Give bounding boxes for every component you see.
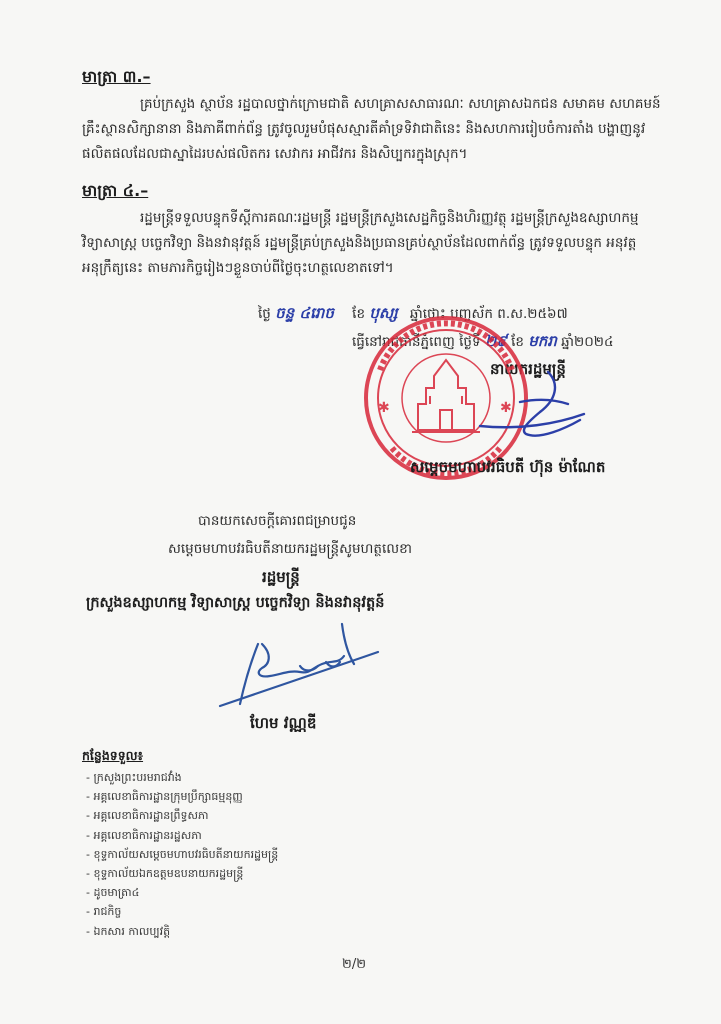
list-item: - រាជកិច្ច (86, 905, 122, 919)
list-item: - អគ្គលេខាធិការដ្ឋានរដ្ឋសភា (86, 828, 202, 842)
svg-text:✱: ✱ (378, 400, 390, 416)
day-number: ២៩ (484, 332, 507, 350)
article-4-heading: មាត្រា ៤.– (82, 181, 149, 200)
list-item: - ខុទ្ទកាល័យឯកឧត្តមឧបនាយករដ្ឋមន្ត្រី (86, 867, 244, 881)
countersign-line-2: សម្តេចមហាបវរធិបតីនាយករដ្ឋមន្ត្រីសូមហត្ថលេខា (168, 541, 412, 557)
article-3-body: គ្រប់ក្រសួង ស្ថាប័ន រដ្ឋបាលថ្នាក់ក្រោមជាតិ សហគ្រាសសាធារណៈ សហគ្រាសឯកជន សមាគម សហគមន៍ គ្រឹះស្ថានសិក្សានានា និងភាគីពាក់ព័ន្ធ ត្រូវចូលរួមបំផុសស្មារតីគាំទ្រទិវាជាតិនេះ និងសហការរៀបចំការតាំង បង្ហាញនូវផលិតផលដែលជាស្នាដៃរបស់ផលិតករ សេវាករ អាជីវករ និងសិប្បករក្នុងស្រុក។ (82, 96, 661, 162)
day-label: ថ្ងៃ (258, 306, 271, 322)
lunar-month: បុស្ស (369, 304, 398, 322)
countersign-line-1: បានយកសេចក្តីគោរពជម្រាបជូន (198, 513, 357, 529)
list-item: - អគ្គលេខាធិការដ្ឋានព្រឹទ្ធសភា (86, 809, 209, 823)
article-4-body: រដ្ឋមន្ត្រីទទួលបន្ទុកទីស្ដីការគណៈរដ្ឋមន្ត្រី រដ្ឋមន្ត្រីក្រសួងសេដ្ឋកិច្ចនិងហិរញ្ញវត្ថុ រដ្ឋមន្ត្រីក្រសួងឧស្សាហកម្ម វិទ្យាសាស្ត្រ បច្ចេកវិទ្យា និងនវានុវត្តន៍ រដ្ឋមន្ត្រីគ្រប់ក្រសួងនិងប្រធានគ្រប់ស្ថាប័នដែលពាក់ព័ន្ធ ត្រូវទទួលបន្ទុក អនុវត្តអនុក្រឹត្យនេះ តាមភារកិច្ចរៀងៗខ្លួនចាប់ពីថ្ងៃចុះហត្ថលេខាតទៅ។ (82, 210, 639, 276)
lunar-day: ចន្ទ ៤រោច (275, 304, 334, 322)
month-name: មករា (528, 332, 557, 350)
list-item: - អគ្គលេខាធិការដ្ឋានក្រុមប្រឹក្សាធម្មនុញ្ញ (86, 790, 243, 804)
place-prefix: ធ្វើនៅរាជធានីភ្នំពេញ ថ្ងៃទី (352, 334, 481, 350)
ministry-name: ក្រសួងឧស្សាហកម្ម វិទ្យាសាស្ត្រ បច្ចេកវិទ្យា និងនវានុវត្តន៍ (86, 595, 385, 611)
minister-title: រដ្ឋមន្ត្រី (262, 568, 300, 586)
list-item: - ក្រសួងព្រះបរមរាជវាំង (86, 771, 182, 784)
lunar-year: ឆ្នាំថោះ បញ្ចស័ក ព.ស.២៥៦៧ (409, 306, 568, 322)
article-3-heading: មាត្រា ៣.– (82, 67, 151, 86)
prime-minister-signature-icon (480, 372, 584, 436)
year: ២០២៤ (574, 334, 614, 350)
month-prefix: ខែ (511, 334, 524, 350)
list-item: - ដូចមាត្រា៤ (86, 886, 140, 900)
month-label: ខែ (352, 306, 366, 322)
minister-signature-icon (220, 624, 378, 706)
official-seal-icon (366, 318, 526, 478)
minister-name: ហែម វណ្ណឌី (250, 714, 317, 732)
recipients-title: កន្លែងទទួល៖ (82, 748, 144, 763)
year-prefix: ឆ្នាំ (561, 334, 575, 350)
list-item: - ខុទ្ទកាល័យសម្តេចមហាបវរធិបតីនាយករដ្ឋមន្ត្រី (86, 847, 279, 861)
signatory-title: នាយករដ្ឋមន្ត្រី (490, 360, 566, 378)
recipients-list (86, 768, 278, 941)
page-number: ២/២ (342, 957, 367, 972)
signatory-name: សម្តេចមហាបវរធិបតី ហ៊ុន ម៉ាណែត (410, 458, 606, 476)
svg-text:✱: ✱ (500, 400, 512, 416)
list-item: - ឯកសារ កាលប្បវត្តិ (86, 924, 171, 938)
